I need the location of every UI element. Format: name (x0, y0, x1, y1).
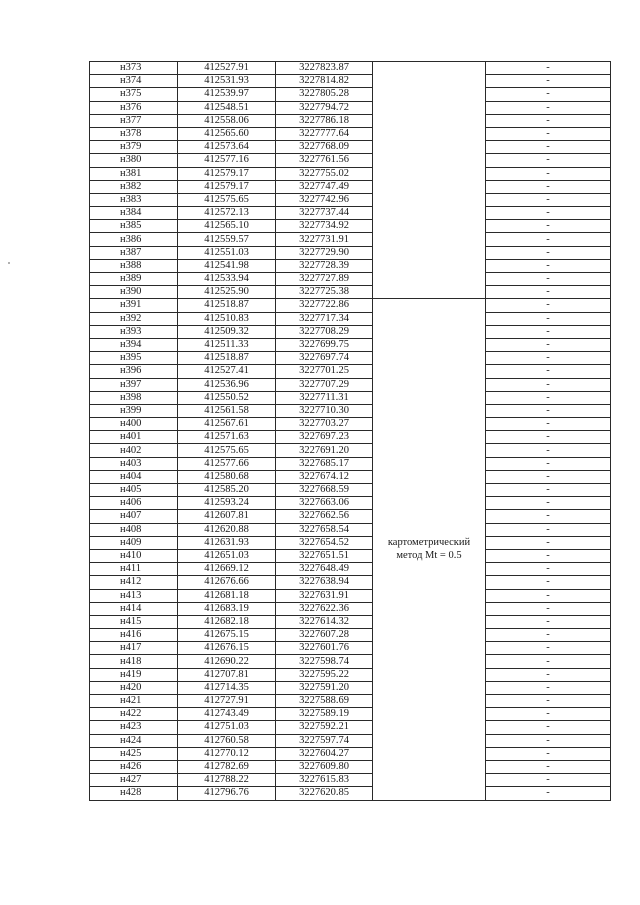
y-coordinate-cell: 3227662.56 (276, 510, 373, 523)
y-coordinate-cell: 3227777.64 (276, 127, 373, 140)
x-coordinate-cell: 412743.49 (178, 708, 276, 721)
table-row (90, 431, 611, 444)
note-cell: - (486, 457, 611, 470)
x-coordinate-cell: 412585.20 (178, 484, 276, 497)
table-row (90, 470, 611, 483)
x-coordinate-cell: 412707.81 (178, 668, 276, 681)
table-row (90, 444, 611, 457)
table-row (90, 497, 611, 510)
x-coordinate-cell: 412510.83 (178, 312, 276, 325)
point-id-cell: н380 (90, 154, 178, 167)
note-cell: - (486, 312, 611, 325)
y-coordinate-cell: 3227708.29 (276, 325, 373, 338)
point-id-cell: н394 (90, 338, 178, 351)
table-row (90, 167, 611, 180)
x-coordinate-cell: 412580.68 (178, 470, 276, 483)
note-cell: - (486, 286, 611, 299)
x-coordinate-cell: 412518.87 (178, 299, 276, 312)
table-row (90, 549, 611, 562)
table-row (90, 220, 611, 233)
x-coordinate-cell: 412676.15 (178, 642, 276, 655)
note-cell: - (486, 338, 611, 351)
point-id-cell: н385 (90, 220, 178, 233)
table-row (90, 154, 611, 167)
note-cell: - (486, 180, 611, 193)
x-coordinate-cell: 412631.93 (178, 536, 276, 549)
point-id-cell: н387 (90, 246, 178, 259)
y-coordinate-cell: 3227697.74 (276, 352, 373, 365)
note-cell: - (486, 510, 611, 523)
point-id-cell: н398 (90, 391, 178, 404)
x-coordinate-cell: 412550.52 (178, 391, 276, 404)
y-coordinate-cell: 3227697.23 (276, 431, 373, 444)
x-coordinate-cell: 412565.60 (178, 127, 276, 140)
note-cell: - (486, 273, 611, 286)
note-cell: - (486, 259, 611, 272)
note-cell: - (486, 114, 611, 127)
y-coordinate-cell: 3227761.56 (276, 154, 373, 167)
point-id-cell: н375 (90, 88, 178, 101)
x-coordinate-cell: 412579.17 (178, 167, 276, 180)
note-cell: - (486, 497, 611, 510)
y-coordinate-cell: 3227638.94 (276, 576, 373, 589)
point-id-cell: н377 (90, 114, 178, 127)
y-coordinate-cell: 3227717.34 (276, 312, 373, 325)
y-coordinate-cell: 3227742.96 (276, 193, 373, 206)
point-id-cell: н396 (90, 365, 178, 378)
x-coordinate-cell: 412573.64 (178, 141, 276, 154)
x-coordinate-cell: 412770.12 (178, 747, 276, 760)
table-row (90, 88, 611, 101)
point-id-cell: н408 (90, 523, 178, 536)
point-id-cell: н417 (90, 642, 178, 655)
note-cell: - (486, 220, 611, 233)
note-cell: - (486, 88, 611, 101)
x-coordinate-cell: 412518.87 (178, 352, 276, 365)
x-coordinate-cell: 412575.65 (178, 444, 276, 457)
note-cell: - (486, 207, 611, 220)
note-cell: - (486, 655, 611, 668)
point-id-cell: н420 (90, 681, 178, 694)
y-coordinate-cell: 3227631.91 (276, 589, 373, 602)
note-cell: - (486, 470, 611, 483)
table-row (90, 207, 611, 220)
note-cell: - (486, 233, 611, 246)
x-coordinate-cell: 412675.15 (178, 629, 276, 642)
table-row (90, 787, 611, 800)
note-cell: - (486, 734, 611, 747)
y-coordinate-cell: 3227674.12 (276, 470, 373, 483)
table-row (90, 286, 611, 299)
point-id-cell: н383 (90, 193, 178, 206)
x-coordinate-cell: 412714.35 (178, 681, 276, 694)
x-coordinate-cell: 412651.03 (178, 549, 276, 562)
note-cell: - (486, 536, 611, 549)
point-id-cell: н382 (90, 180, 178, 193)
point-id-cell: н422 (90, 708, 178, 721)
table-row (90, 338, 611, 351)
note-cell: - (486, 352, 611, 365)
scan-speck (8, 262, 10, 264)
point-id-cell: н411 (90, 563, 178, 576)
point-id-cell: н397 (90, 378, 178, 391)
note-cell: - (486, 760, 611, 773)
table-row (90, 62, 611, 75)
point-id-cell: н405 (90, 484, 178, 497)
x-coordinate-cell: 412676.66 (178, 576, 276, 589)
y-coordinate-cell: 3227737.44 (276, 207, 373, 220)
table-row (90, 655, 611, 668)
point-id-cell: н402 (90, 444, 178, 457)
table-row (90, 695, 611, 708)
y-coordinate-cell: 3227609.80 (276, 760, 373, 773)
y-coordinate-cell: 3227654.52 (276, 536, 373, 549)
y-coordinate-cell: 3227814.82 (276, 75, 373, 88)
note-cell: - (486, 549, 611, 562)
y-coordinate-cell: 3227588.69 (276, 695, 373, 708)
y-coordinate-cell: 3227734.92 (276, 220, 373, 233)
point-id-cell: н401 (90, 431, 178, 444)
method-note-line-2: метод Mt = 0.5 (396, 550, 462, 562)
table-row (90, 391, 611, 404)
note-cell: - (486, 787, 611, 800)
point-id-cell: н399 (90, 404, 178, 417)
table-row (90, 774, 611, 787)
point-id-cell: н428 (90, 787, 178, 800)
point-id-cell: н403 (90, 457, 178, 470)
point-id-cell: н386 (90, 233, 178, 246)
y-coordinate-cell: 3227710.30 (276, 404, 373, 417)
point-id-cell: н425 (90, 747, 178, 760)
note-cell: - (486, 391, 611, 404)
x-coordinate-cell: 412539.97 (178, 88, 276, 101)
point-id-cell: н390 (90, 286, 178, 299)
note-cell: - (486, 589, 611, 602)
point-id-cell: н378 (90, 127, 178, 140)
table-row (90, 378, 611, 391)
x-coordinate-cell: 412593.24 (178, 497, 276, 510)
note-cell: - (486, 695, 611, 708)
x-coordinate-cell: 412796.76 (178, 787, 276, 800)
point-id-cell: н400 (90, 418, 178, 431)
x-coordinate-cell: 412669.12 (178, 563, 276, 576)
table-row (90, 536, 611, 549)
point-id-cell: н415 (90, 615, 178, 628)
y-coordinate-cell: 3227755.02 (276, 167, 373, 180)
y-coordinate-cell: 3227597.74 (276, 734, 373, 747)
x-coordinate-cell: 412533.94 (178, 273, 276, 286)
note-cell: - (486, 141, 611, 154)
x-coordinate-cell: 412511.33 (178, 338, 276, 351)
x-coordinate-cell: 412751.03 (178, 721, 276, 734)
x-coordinate-cell: 412575.65 (178, 193, 276, 206)
table-row (90, 404, 611, 417)
table-row (90, 75, 611, 88)
note-cell: - (486, 246, 611, 259)
x-coordinate-cell: 412536.96 (178, 378, 276, 391)
table-row (90, 127, 611, 140)
y-coordinate-cell: 3227747.49 (276, 180, 373, 193)
y-coordinate-cell: 3227658.54 (276, 523, 373, 536)
point-id-cell: н384 (90, 207, 178, 220)
y-coordinate-cell: 3227595.22 (276, 668, 373, 681)
note-cell: - (486, 193, 611, 206)
y-coordinate-cell: 3227663.06 (276, 497, 373, 510)
point-id-cell: н426 (90, 760, 178, 773)
x-coordinate-cell: 412682.18 (178, 615, 276, 628)
y-coordinate-cell: 3227805.28 (276, 88, 373, 101)
y-coordinate-cell: 3227668.59 (276, 484, 373, 497)
x-coordinate-cell: 412683.19 (178, 602, 276, 615)
point-id-cell: н427 (90, 774, 178, 787)
note-cell: - (486, 708, 611, 721)
table-row (90, 484, 611, 497)
point-id-cell: н406 (90, 497, 178, 510)
table-row (90, 246, 611, 259)
x-coordinate-cell: 412531.93 (178, 75, 276, 88)
note-cell: - (486, 563, 611, 576)
y-coordinate-cell: 3227727.89 (276, 273, 373, 286)
table-row (90, 418, 611, 431)
table-row (90, 273, 611, 286)
table-row (90, 576, 611, 589)
y-coordinate-cell: 3227722.86 (276, 299, 373, 312)
point-id-cell: н395 (90, 352, 178, 365)
table-row (90, 629, 611, 642)
y-coordinate-cell: 3227591.20 (276, 681, 373, 694)
y-coordinate-cell: 3227725.38 (276, 286, 373, 299)
table-row (90, 734, 611, 747)
table-row (90, 457, 611, 470)
x-coordinate-cell: 412681.18 (178, 589, 276, 602)
note-cell: - (486, 523, 611, 536)
table-row (90, 141, 611, 154)
y-coordinate-cell: 3227685.17 (276, 457, 373, 470)
note-cell: - (486, 642, 611, 655)
note-cell: - (486, 365, 611, 378)
method-note-line-1: картометрический (387, 537, 471, 549)
x-coordinate-cell: 412541.98 (178, 259, 276, 272)
y-coordinate-cell: 3227589.19 (276, 708, 373, 721)
point-id-cell: н423 (90, 721, 178, 734)
note-cell: - (486, 747, 611, 760)
point-id-cell: н391 (90, 299, 178, 312)
table-row (90, 510, 611, 523)
point-id-cell: н388 (90, 259, 178, 272)
coordinates-table (89, 61, 611, 801)
table-row (90, 642, 611, 655)
y-coordinate-cell: 3227615.83 (276, 774, 373, 787)
table-row (90, 602, 611, 615)
point-id-cell: н374 (90, 75, 178, 88)
y-coordinate-cell: 3227601.76 (276, 642, 373, 655)
point-id-cell: н409 (90, 536, 178, 549)
x-coordinate-cell: 412567.61 (178, 418, 276, 431)
y-coordinate-cell: 3227823.87 (276, 62, 373, 75)
x-coordinate-cell: 412572.13 (178, 207, 276, 220)
x-coordinate-cell: 412561.58 (178, 404, 276, 417)
note-cell: - (486, 62, 611, 75)
table-row (90, 747, 611, 760)
table-row (90, 193, 611, 206)
table-row (90, 114, 611, 127)
note-cell: - (486, 602, 611, 615)
table-row (90, 721, 611, 734)
table-row (90, 589, 611, 602)
x-coordinate-cell: 412558.06 (178, 114, 276, 127)
y-coordinate-cell: 3227620.85 (276, 787, 373, 800)
y-coordinate-cell: 3227711.31 (276, 391, 373, 404)
x-coordinate-cell: 412571.63 (178, 431, 276, 444)
x-coordinate-cell: 412690.22 (178, 655, 276, 668)
y-coordinate-cell: 3227648.49 (276, 563, 373, 576)
note-cell: - (486, 668, 611, 681)
y-coordinate-cell: 3227707.29 (276, 378, 373, 391)
x-coordinate-cell: 412607.81 (178, 510, 276, 523)
point-id-cell: н419 (90, 668, 178, 681)
note-cell: - (486, 576, 611, 589)
x-coordinate-cell: 412788.22 (178, 774, 276, 787)
method-cell (373, 299, 486, 800)
x-coordinate-cell: 412620.88 (178, 523, 276, 536)
note-cell: - (486, 774, 611, 787)
note-cell: - (486, 299, 611, 312)
note-cell: - (486, 418, 611, 431)
note-cell: - (486, 444, 611, 457)
y-coordinate-cell: 3227786.18 (276, 114, 373, 127)
point-id-cell: н389 (90, 273, 178, 286)
note-cell: - (486, 127, 611, 140)
table-row (90, 708, 611, 721)
y-coordinate-cell: 3227651.51 (276, 549, 373, 562)
y-coordinate-cell: 3227728.39 (276, 259, 373, 272)
table-row (90, 615, 611, 628)
note-cell: - (486, 431, 611, 444)
y-coordinate-cell: 3227592.21 (276, 721, 373, 734)
x-coordinate-cell: 412559.57 (178, 233, 276, 246)
x-coordinate-cell: 412527.41 (178, 365, 276, 378)
y-coordinate-cell: 3227607.28 (276, 629, 373, 642)
table-row (90, 365, 611, 378)
note-cell: - (486, 629, 611, 642)
note-cell: - (486, 154, 611, 167)
point-id-cell: н407 (90, 510, 178, 523)
point-id-cell: н418 (90, 655, 178, 668)
y-coordinate-cell: 3227691.20 (276, 444, 373, 457)
x-coordinate-cell: 412577.16 (178, 154, 276, 167)
table-row (90, 563, 611, 576)
y-coordinate-cell: 3227699.75 (276, 338, 373, 351)
y-coordinate-cell: 3227614.32 (276, 615, 373, 628)
note-cell: - (486, 681, 611, 694)
note-cell: - (486, 75, 611, 88)
table-row (90, 101, 611, 114)
y-coordinate-cell: 3227729.90 (276, 246, 373, 259)
point-id-cell: н412 (90, 576, 178, 589)
table-row (90, 325, 611, 338)
note-cell: - (486, 101, 611, 114)
note-cell: - (486, 615, 611, 628)
table-row (90, 299, 611, 312)
x-coordinate-cell: 412782.69 (178, 760, 276, 773)
point-id-cell: н392 (90, 312, 178, 325)
y-coordinate-cell: 3227622.36 (276, 602, 373, 615)
table-row (90, 760, 611, 773)
x-coordinate-cell: 412727.91 (178, 695, 276, 708)
coordinates-table-body (90, 62, 611, 801)
table-row (90, 233, 611, 246)
x-coordinate-cell: 412551.03 (178, 246, 276, 259)
point-id-cell: н410 (90, 549, 178, 562)
point-id-cell: н381 (90, 167, 178, 180)
y-coordinate-cell: 3227604.27 (276, 747, 373, 760)
y-coordinate-cell: 3227794.72 (276, 101, 373, 114)
note-cell: - (486, 404, 611, 417)
x-coordinate-cell: 412527.91 (178, 62, 276, 75)
y-coordinate-cell: 3227701.25 (276, 365, 373, 378)
y-coordinate-cell: 3227703.27 (276, 418, 373, 431)
table-row (90, 681, 611, 694)
method-cell-empty (373, 62, 486, 299)
note-cell: - (486, 378, 611, 391)
x-coordinate-cell: 412577.66 (178, 457, 276, 470)
x-coordinate-cell: 412579.17 (178, 180, 276, 193)
point-id-cell: н404 (90, 470, 178, 483)
x-coordinate-cell: 412548.51 (178, 101, 276, 114)
table-row (90, 312, 611, 325)
y-coordinate-cell: 3227731.91 (276, 233, 373, 246)
point-id-cell: н393 (90, 325, 178, 338)
table-row (90, 523, 611, 536)
point-id-cell: н421 (90, 695, 178, 708)
point-id-cell: н373 (90, 62, 178, 75)
table-row (90, 259, 611, 272)
note-cell: - (486, 484, 611, 497)
point-id-cell: н424 (90, 734, 178, 747)
point-id-cell: н376 (90, 101, 178, 114)
table-row (90, 352, 611, 365)
note-cell: - (486, 721, 611, 734)
point-id-cell: н416 (90, 629, 178, 642)
point-id-cell: н379 (90, 141, 178, 154)
table-row (90, 180, 611, 193)
point-id-cell: н413 (90, 589, 178, 602)
note-cell: - (486, 167, 611, 180)
table-row (90, 668, 611, 681)
y-coordinate-cell: 3227598.74 (276, 655, 373, 668)
x-coordinate-cell: 412525.90 (178, 286, 276, 299)
point-id-cell: н414 (90, 602, 178, 615)
y-coordinate-cell: 3227768.09 (276, 141, 373, 154)
note-cell: - (486, 325, 611, 338)
x-coordinate-cell: 412760.58 (178, 734, 276, 747)
x-coordinate-cell: 412565.10 (178, 220, 276, 233)
x-coordinate-cell: 412509.32 (178, 325, 276, 338)
